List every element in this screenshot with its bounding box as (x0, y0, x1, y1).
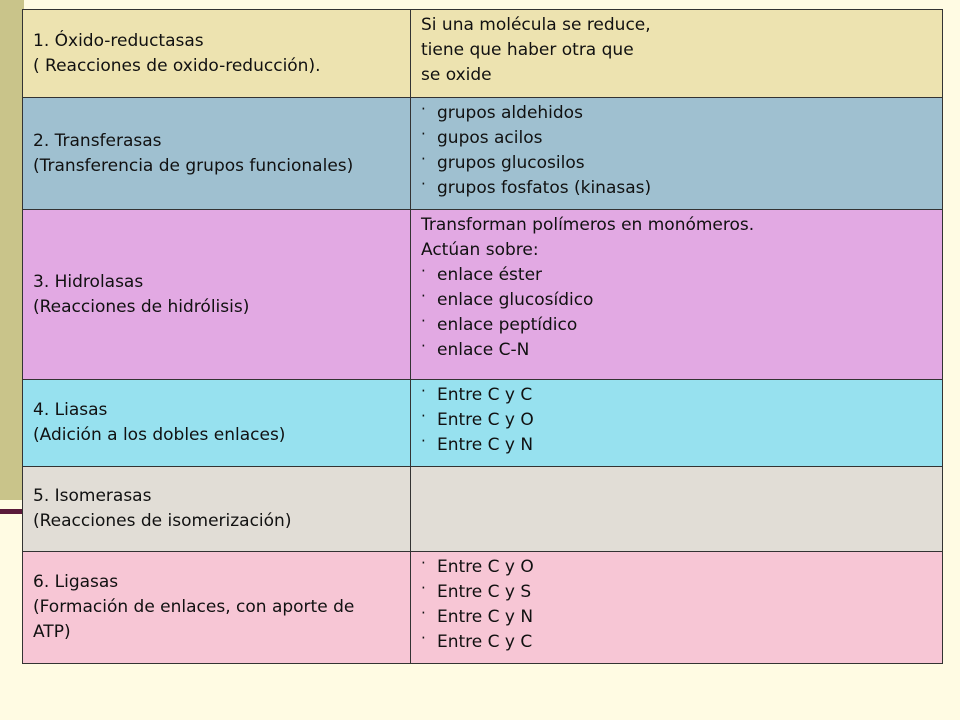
enzyme-class-text: ATP) (33, 622, 71, 642)
bullet-text: enlace peptídico (437, 315, 578, 335)
description-text: se oxide (421, 65, 492, 85)
bullet-item (421, 176, 932, 201)
bullet-item (421, 605, 932, 630)
bullet-dot-icon: · (421, 312, 426, 330)
bullet-dot-icon: · (421, 100, 426, 118)
bullet-item (421, 101, 932, 126)
enzyme-description-cell (411, 10, 943, 98)
description-text: tiene que haber otra que (421, 40, 634, 60)
enzyme-class-cell (23, 210, 411, 380)
bullet-dot-icon: · (421, 287, 426, 305)
bullet-item (421, 580, 932, 605)
enzyme-description-cell (411, 210, 943, 380)
table-row-isomerasas (23, 467, 943, 552)
description-text: Actúan sobre: (421, 240, 539, 260)
enzyme-description-cell (411, 98, 943, 210)
bullet-dot-icon: · (421, 554, 426, 572)
table-row-transferasas (23, 98, 943, 210)
bullet-text: Entre C y S (437, 582, 532, 602)
bullet-text: grupos glucosilos (437, 153, 585, 173)
bullet-dot-icon: · (421, 629, 426, 647)
table-row-ligasas (23, 552, 943, 664)
enzyme-class-text: (Transferencia de grupos funcionales) (33, 155, 354, 176)
description-text: Si una molécula se reduce, (421, 15, 651, 35)
enzyme-class-cell (23, 552, 411, 664)
bullet-text: enlace éster (437, 265, 543, 285)
bullet-dot-icon: · (421, 579, 426, 597)
bullet-dot-icon: · (421, 175, 426, 193)
bullet-text: Entre C y N (437, 607, 534, 627)
bullet-item (421, 408, 932, 433)
bullet-item (421, 263, 932, 288)
enzyme-class-text: 4. Liasas (33, 400, 108, 420)
bullet-item (421, 151, 932, 176)
bullet-text: grupos fosfatos (kinasas) (437, 178, 652, 198)
table-row-hidrolasas (23, 210, 943, 380)
enzyme-class-cell (23, 10, 411, 98)
table-row-oxidoreductasas (23, 10, 943, 98)
enzyme-class-text: 5. Isomerasas (33, 486, 152, 506)
enzyme-class-cell (23, 380, 411, 467)
bullet-dot-icon: · (421, 125, 426, 143)
enzyme-classes-table (22, 9, 943, 664)
table-row-liasas (23, 380, 943, 467)
bullet-dot-icon: · (421, 432, 426, 450)
enzyme-class-text: 2. Transferasas (33, 130, 162, 151)
slide-side-bar (0, 0, 24, 500)
description-text: Transforman polímeros en monómeros. (421, 215, 755, 235)
bullet-text: Entre C y C (437, 632, 533, 652)
bullet-dot-icon: · (421, 407, 426, 425)
bullet-item (421, 555, 932, 580)
enzyme-class-cell (23, 98, 411, 210)
enzyme-class-text: (Reacciones de hidrólisis) (33, 296, 250, 317)
enzyme-description-cell (411, 467, 943, 552)
bullet-item (421, 433, 932, 458)
bullet-item (421, 313, 932, 338)
bullet-item (421, 126, 932, 151)
bullet-text: Entre C y O (437, 557, 534, 577)
enzyme-description-cell (411, 552, 943, 664)
bullet-item (421, 383, 932, 408)
bullet-dot-icon: · (421, 337, 426, 355)
bullet-dot-icon: · (421, 262, 426, 280)
slide-side-accent-line (0, 509, 24, 514)
enzyme-class-text: 1. Óxido-reductasas (33, 30, 204, 51)
bullet-item (421, 288, 932, 313)
enzyme-class-text: (Formación de enlaces, con aporte de (33, 597, 355, 617)
bullet-text: gupos acilos (437, 128, 543, 148)
bullet-text: enlace C-N (437, 340, 530, 360)
bullet-dot-icon: · (421, 604, 426, 622)
bullet-text: grupos aldehidos (437, 103, 583, 123)
enzyme-description-cell (411, 380, 943, 467)
enzyme-class-text: (Adición a los dobles enlaces) (33, 425, 286, 445)
bullet-item (421, 338, 932, 363)
enzyme-class-cell (23, 467, 411, 552)
bullet-text: Entre C y N (437, 435, 534, 455)
enzyme-class-text: ( Reacciones de oxido-reducción). (33, 55, 321, 76)
bullet-item (421, 630, 932, 655)
bullet-dot-icon: · (421, 150, 426, 168)
enzyme-class-text: (Reacciones de isomerización) (33, 511, 292, 531)
bullet-dot-icon: · (421, 382, 426, 400)
enzyme-class-text: 6. Ligasas (33, 572, 119, 592)
enzyme-class-text: 3. Hidrolasas (33, 271, 144, 292)
bullet-text: enlace glucosídico (437, 290, 594, 310)
bullet-text: Entre C y C (437, 385, 533, 405)
bullet-text: Entre C y O (437, 410, 534, 430)
